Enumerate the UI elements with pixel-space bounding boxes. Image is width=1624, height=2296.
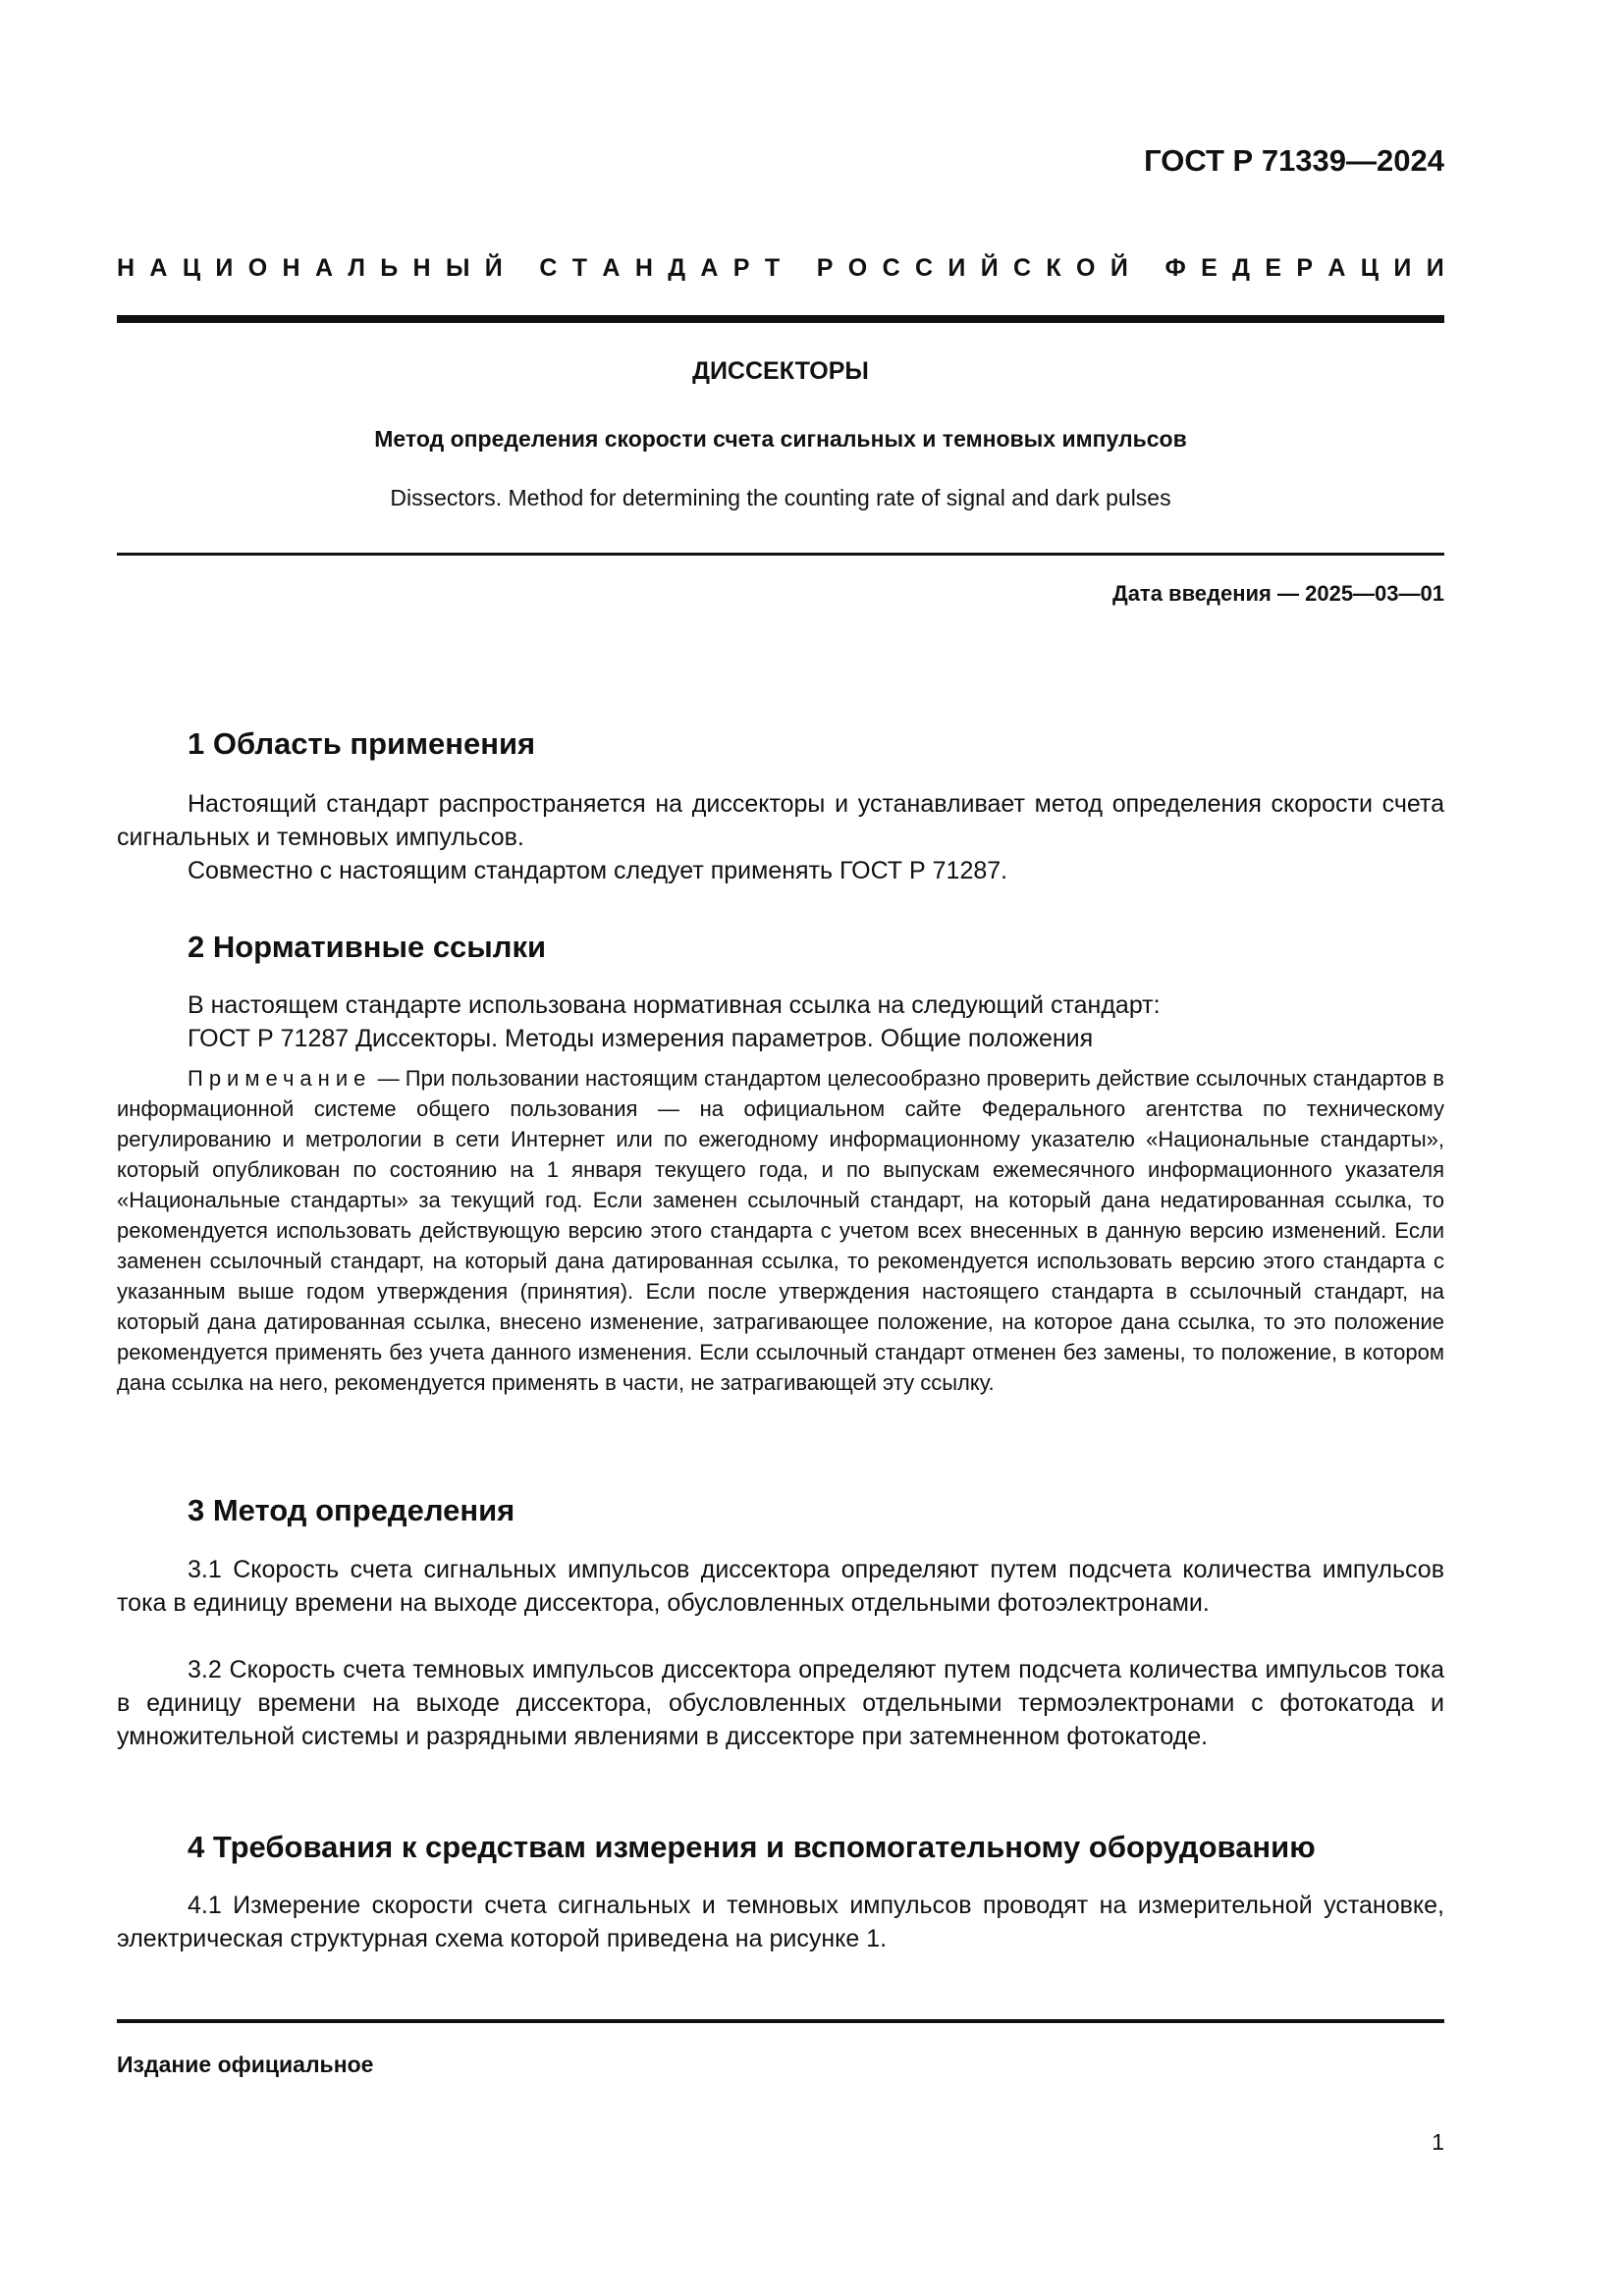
national-standard-title: Н А Ц И О Н А Л Ь Н Ы Й С Т А Н Д А Р Т Р О С С И Й С К О Й Ф Е Д Е Р А Ц И И [117, 254, 1444, 282]
page-number: 1 [1432, 2129, 1444, 2155]
edition-label: Издание официальное [117, 2052, 374, 2077]
standard-subtitle: Метод определения скорости счета сигнальных и темновых импульсов [374, 426, 1187, 452]
note-label: Примечание [188, 1066, 372, 1091]
section-1-heading: 1 Область применения [188, 726, 536, 761]
section-2-paragraph-1: В настоящем стандарте использована нормативная ссылка на следующий стандарт: [188, 991, 1161, 1019]
section-3-heading: 3 Метод определения [188, 1493, 515, 1527]
section-3-paragraph-2: 3.2 Скорость счета темновых импульсов диссектора определяют путем подсчета количества импульсов тока в единицу времени на выходе диссектора, обусловленных отдельными термоэлектронами с фотокатода и умножительной системы и разрядными явлениями в диссекторе при затемненном фотокатоде. [117, 1656, 1444, 1750]
standard-english-title: Dissectors. Method for determining the counting rate of signal and dark pulses [390, 485, 1171, 510]
normative-reference-item: ГОСТ Р 71287 Диссекторы. Методы измерения параметров. Общие положения [188, 1025, 1094, 1052]
section-2-heading: 2 Нормативные ссылки [188, 930, 547, 964]
note-text: — При пользовании настоящим стандартом целесообразно проверить действие ссылочных стандартов в информационной системе общего пользования — на официальном сайте Федерального агентства по техническому регулированию и метрологии в сети Интернет или по ежегодному информационному указателю «Национальные стандарты», который опубликован по состоянию на 1 января текущего года, и по выпускам ежемесячного информационного указателя «Национальные стандарты» за текущий год. Если заменен ссылочный стандарт, на который дана недатированная ссылка, то рекомендуется использовать действующую версию этого стандарта с учетом всех внесенных в данную версию изменений. Если заменен ссылочный стандарт, на который дана датированная ссылка, то рекомендуется использовать версию этого стандарта с указанным выше годом утверждения (принятия). Если после утверждения настоящего стандарта в ссылочный стандарт, на который дана датированная ссылка, внесено изменение, затрагивающее положение, на которое дана ссылка, то это положение рекомендуется применять без учета данного изменения. Если ссылочный стандарт отменен без замены, то положение, в котором дана ссылка на него, рекомендуется применять в части, не затрагивающей эту ссылку. [117, 1066, 1444, 1395]
section-4-paragraph-1: 4.1 Измерение скорости счета сигнальных и темновых импульсов проводят на измерительной установке, электрическая структурная схема которой приведена на рисунке 1. [117, 1892, 1444, 1952]
note-paragraph [117, 1063, 1444, 1398]
title-rule [117, 553, 1444, 556]
document-code: ГОСТ Р 71339—2024 [1144, 143, 1444, 178]
bottom-rule [117, 2019, 1444, 2023]
top-thick-rule [117, 315, 1444, 323]
section-3-paragraph-1: 3.1 Скорость счета сигнальных импульсов диссектора определяют путем подсчета количества импульсов тока в единицу времени на выходе диссектора, обусловленных отдельными фотоэлектронами. [117, 1556, 1444, 1617]
section-4-heading: 4 Требования к средствам измерения и вспомогательному оборудованию [188, 1830, 1316, 1864]
standard-title: ДИССЕКТОРЫ [692, 357, 869, 385]
introduction-date: Дата введения — 2025—03—01 [1112, 581, 1444, 606]
section-1-paragraph-1: Настоящий стандарт распространяется на диссекторы и устанавливает метод определения скорости счета сигнальных и темновых импульсов. [117, 790, 1444, 851]
section-1-paragraph-2: Совместно с настоящим стандартом следует применять ГОСТ Р 71287. [188, 857, 1008, 884]
